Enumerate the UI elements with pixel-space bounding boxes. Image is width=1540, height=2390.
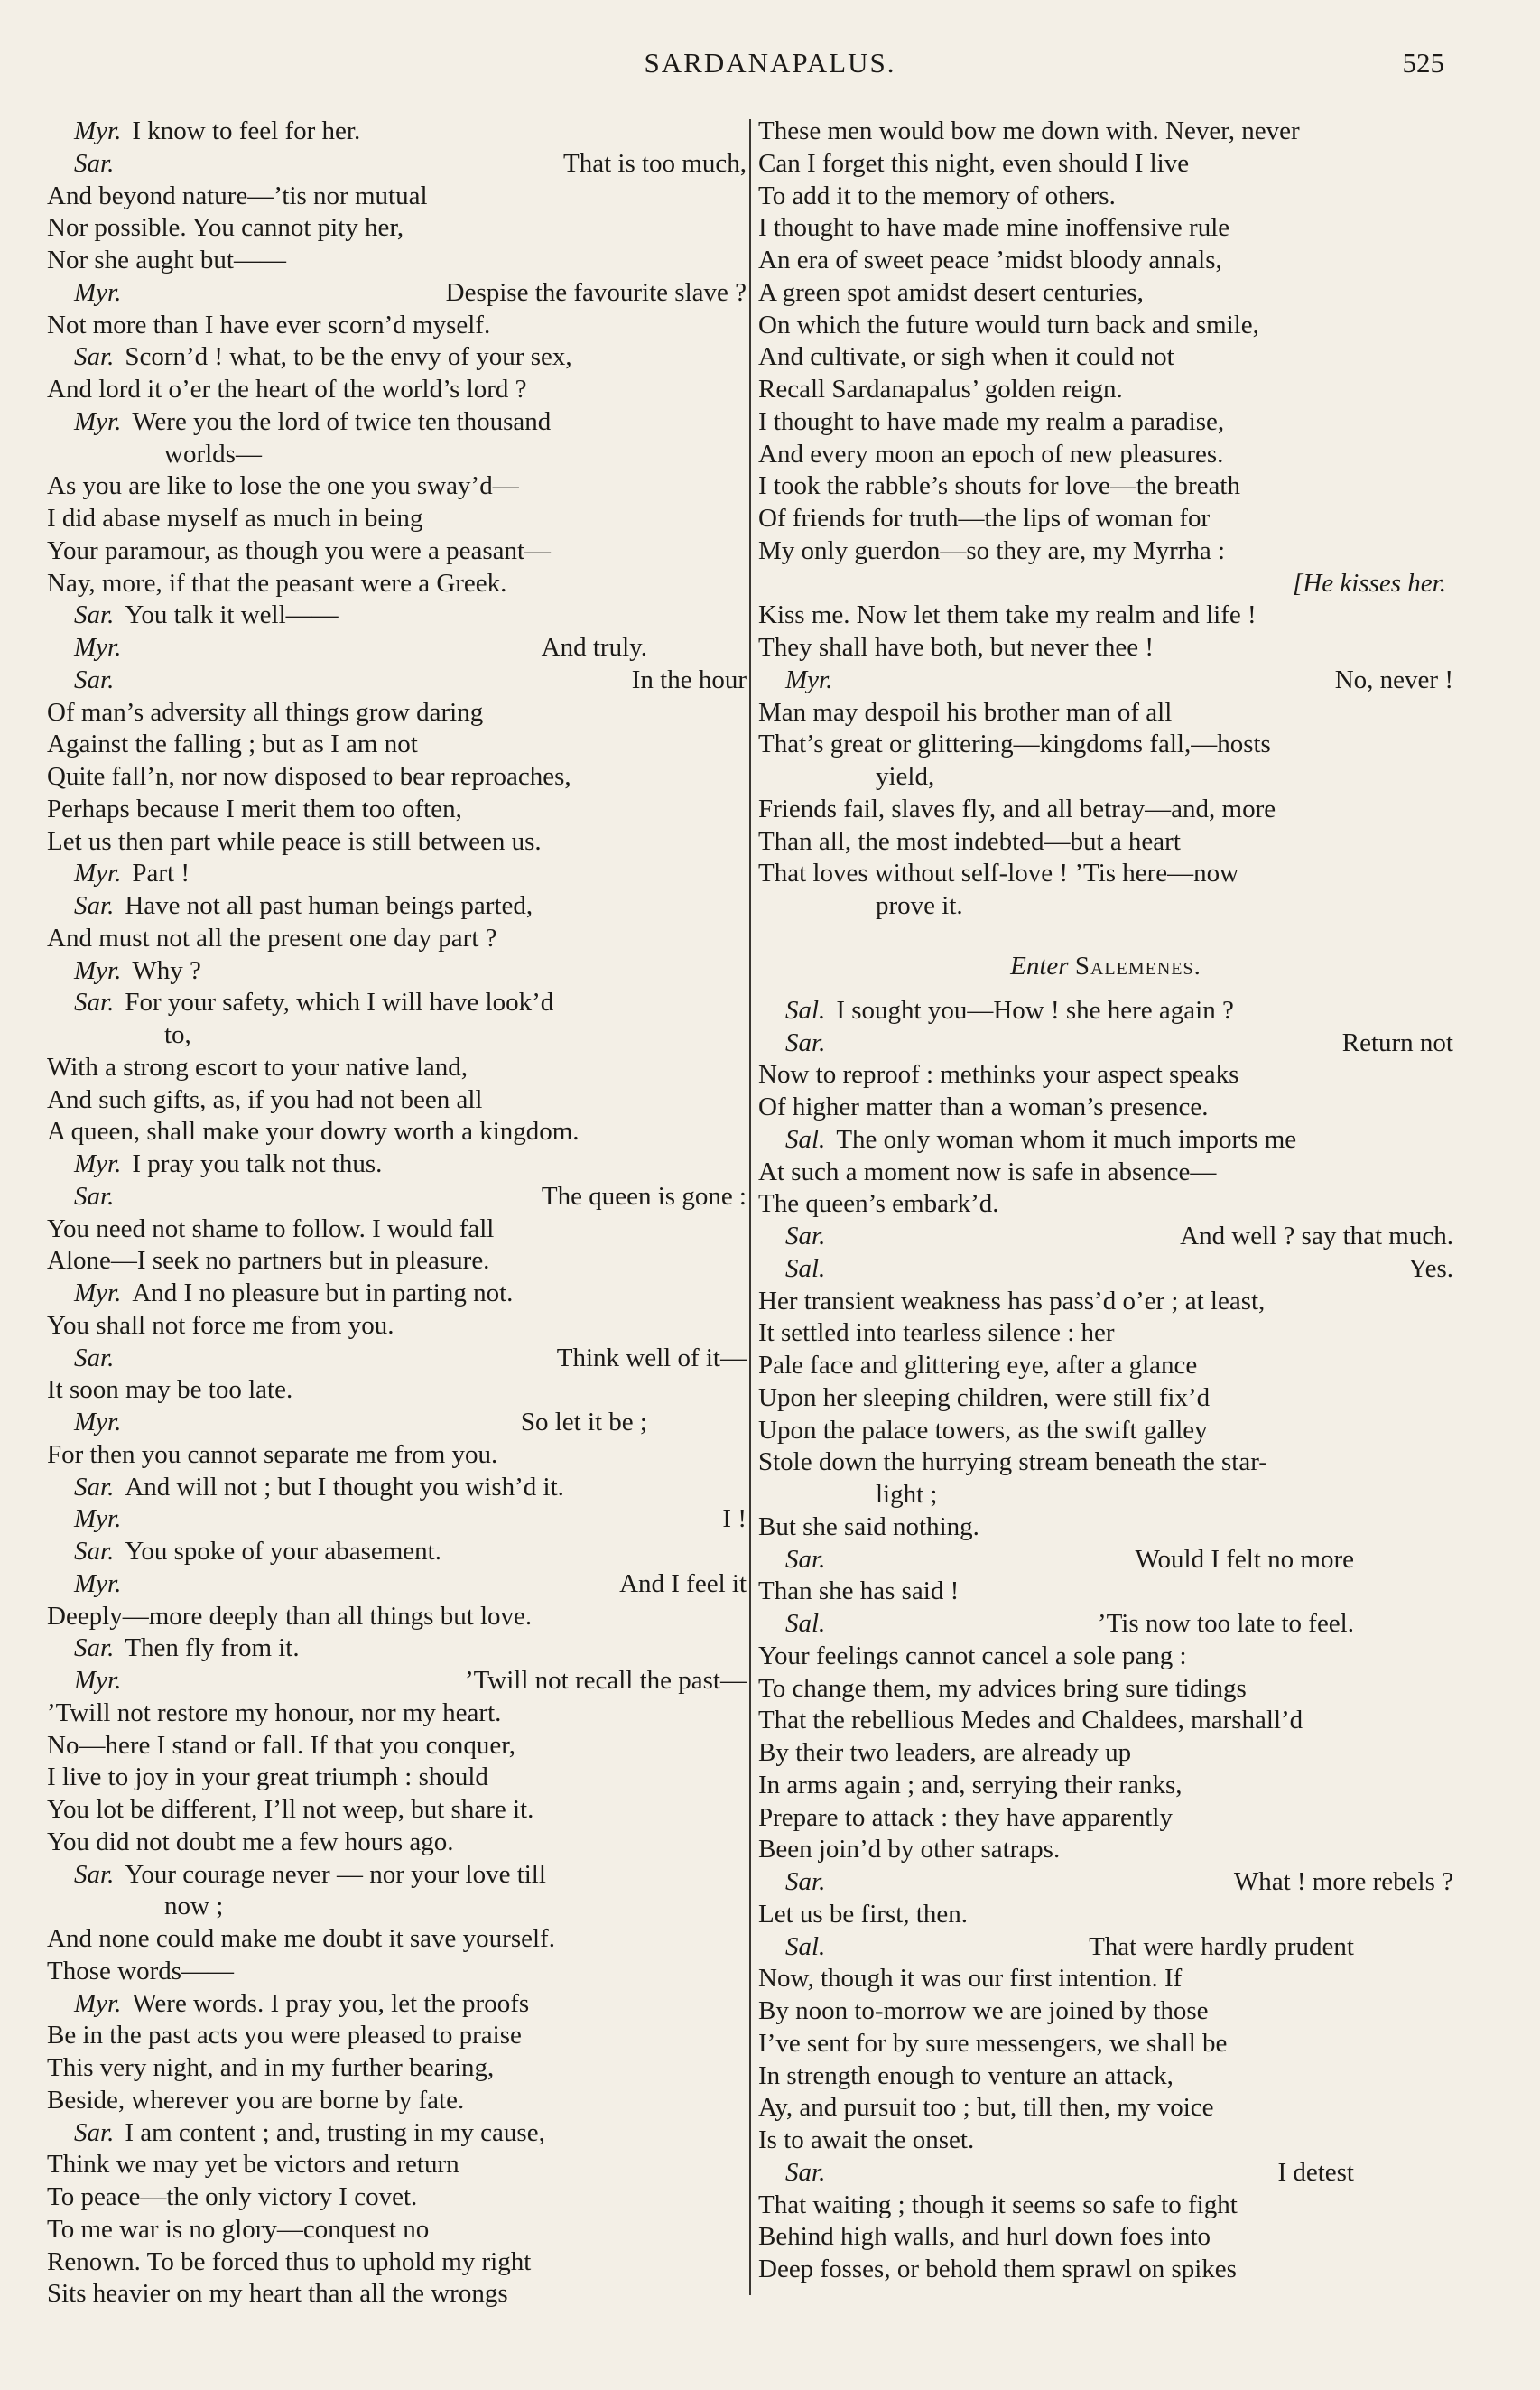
speaker-label: Myr.: [74, 1504, 122, 1534]
left-verse-line: [47, 277, 747, 310]
dialogue-text: And truly.: [541, 633, 647, 662]
right-verse-line: I thought to have made my realm a paradise,: [758, 406, 1225, 436]
right-verse-line: Than all, the most indebted—but a heart: [758, 826, 1181, 856]
left-verse-line: ’Twill not restore my honour, nor my heart.: [47, 1697, 502, 1727]
dialogue-text: So let it be ;: [520, 1408, 647, 1437]
left-verse-line: [47, 1278, 747, 1310]
left-verse-line: [47, 1181, 747, 1214]
right-verse-line: A green spot amidst desert centuries,: [758, 277, 1144, 307]
right-verse-line: [758, 1124, 1453, 1157]
left-verse-line: [47, 148, 747, 181]
right-verse-line: That loves without self-love ! ’Tis here—now: [758, 859, 1239, 888]
speaker-label: Myr.: [74, 1988, 122, 2018]
speaker-label: Myr.: [74, 955, 122, 985]
speaker-label: Sar.: [74, 1859, 115, 1889]
left-verse-line: [47, 1859, 747, 1892]
left-verse-line: You lot be different, I’ll not weep, but share it.: [47, 1795, 534, 1824]
speaker-label: Sar.: [74, 342, 115, 372]
right-verse-line: Is to await the onset.: [758, 2125, 975, 2154]
right-verse-line: [758, 1028, 1453, 1060]
left-verse-line: As you are like to lose the one you sway’d—: [47, 471, 519, 501]
stage-direction: [He kisses her.: [1293, 568, 1446, 598]
speaker-label: Sar.: [74, 1633, 115, 1663]
speaker-label: Sar.: [74, 600, 115, 630]
right-verse-line: The queen’s embark’d.: [758, 1189, 999, 1219]
left-verse-line: [47, 1149, 747, 1181]
column-divider-rule: [749, 119, 751, 2295]
right-verse-line: To change them, my advices bring sure tidings: [758, 1673, 1247, 1703]
left-verse-line: [47, 890, 747, 923]
speaker-label: Myr.: [74, 1666, 122, 1695]
left-verse-line: Nor she aught but——: [47, 246, 286, 274]
dialogue-text: The only woman whom it much imports me: [836, 1124, 1297, 1154]
left-verse-line: [47, 1632, 747, 1665]
dialogue-text: I !: [722, 1504, 747, 1534]
left-verse-line: Quite fall’n, nor now disposed to bear reproaches,: [47, 762, 571, 791]
right-verse-line: My only guerdon—so they are, my Myrrha :: [758, 535, 1226, 565]
right-verse-line: Prepare to attack : they have apparently: [758, 1802, 1173, 1832]
dialogue-text: Scorn’d ! what, to be the envy of your sex,: [125, 342, 572, 372]
right-verse-line: Your feelings cannot cancel a sole pang :: [758, 1641, 1187, 1670]
left-verse-line: [47, 1503, 747, 1536]
speaker-label: Sal.: [785, 995, 826, 1025]
left-verse-line: [47, 955, 747, 988]
right-verse-line: It settled into tearless silence : her: [758, 1318, 1115, 1348]
right-verse-line: By noon to-morrow we are joined by those: [758, 1996, 1209, 2025]
left-verse-line: With a strong escort to your native land,: [47, 1052, 468, 1082]
speaker-label: Sar.: [785, 1028, 826, 1057]
right-verse-line: These men would bow me down with. Never, never: [758, 116, 1300, 145]
right-verse-line: [758, 1221, 1453, 1253]
speaker-label: Sar.: [74, 1472, 115, 1502]
dialogue-text: Then fly from it.: [125, 1633, 300, 1663]
dialogue-text: Why ?: [132, 955, 201, 985]
left-verse-line: I live to joy in your great triumph : should: [47, 1762, 488, 1792]
right-text-column: [758, 116, 1453, 2286]
right-verse-line: [758, 1253, 1453, 1286]
dialogue-text: For your safety, which I will have look’d: [125, 988, 554, 1018]
speaker-label: Myr.: [74, 1408, 122, 1437]
left-verse-line: Perhaps because I merit them too often,: [47, 794, 462, 823]
dialogue-text: You talk it well——: [125, 600, 339, 630]
left-verse-line: Renown. To be forced thus to uphold my right: [47, 2246, 532, 2276]
left-verse-line: And such gifts, as, if you had not been all: [47, 1084, 483, 1114]
left-verse-line: And lord it o’er the heart of the world’s lord ?: [47, 375, 527, 404]
right-verse-line: But she said nothing.: [758, 1511, 979, 1541]
stage-entry-character: Salemenes.: [1074, 951, 1201, 981]
dialogue-text: Your courage never — nor your love till: [125, 1859, 546, 1889]
right-verse-line: Stole down the hurrying stream beneath the star-: [758, 1447, 1267, 1477]
left-verse-line: [47, 1343, 747, 1375]
dialogue-text: I am content ; and, trusting in my cause,: [125, 2117, 545, 2147]
right-verse-line: Man may despoil his brother man of all: [758, 697, 1173, 727]
right-verse-line: Ay, and pursuit too ; but, till then, my voice: [758, 2093, 1214, 2123]
left-verse-line: [47, 1472, 747, 1504]
left-verse-line: [47, 632, 747, 665]
left-verse-line: [47, 406, 747, 439]
speaker-label: Sar.: [74, 1537, 115, 1566]
left-verse-line: No—here I stand or fall. If that you conquer,: [47, 1730, 516, 1760]
right-verse-line: Than she has said !: [758, 1576, 960, 1606]
right-verse-line: I took the rabble’s shouts for love—the breath: [758, 471, 1240, 501]
right-verse-line: Deep fosses, or behold them sprawl on spikes: [758, 2255, 1237, 2283]
verse-continuation: yield,: [876, 762, 935, 791]
right-verse-line: Of higher matter than a woman’s presence.: [758, 1093, 1209, 1121]
dialogue-text: Were you the lord of twice ten thousand: [132, 406, 552, 436]
left-text-column: [47, 116, 747, 2311]
left-verse-line: Be in the past acts you were pleased to praise: [47, 2021, 522, 2051]
dialogue-text: In the hour: [631, 665, 747, 694]
dialogue-text: ’Tis now too late to feel.: [1097, 1609, 1354, 1638]
verse-continuation: to,: [164, 1020, 191, 1049]
left-verse-line: Let us then part while peace is still between us.: [47, 826, 542, 856]
stage-entry: [758, 923, 1453, 995]
dialogue-text: And I no pleasure but in parting not.: [132, 1279, 514, 1307]
speaker-label: Myr.: [74, 633, 122, 662]
right-verse-line: In arms again ; and, serrying their ranks,: [758, 1770, 1183, 1799]
left-verse-line: To peace—the only victory I covet.: [47, 2182, 418, 2211]
speaker-label: Sar.: [74, 665, 115, 694]
right-verse-line: That’s great or glittering—kingdoms fall,—hosts: [758, 730, 1271, 759]
right-verse-line: And every moon an epoch of new pleasures.: [758, 439, 1224, 469]
speaker-label: Sal.: [785, 1609, 826, 1638]
dialogue-text: I pray you talk not thus.: [132, 1149, 383, 1178]
left-verse-line: And none could make me doubt it save yourself.: [47, 1924, 555, 1953]
right-verse-line: [758, 995, 1453, 1028]
dialogue-text: That is too much,: [563, 148, 747, 178]
speaker-label: Sar.: [74, 1181, 115, 1211]
dialogue-text: I detest: [1277, 2157, 1354, 2187]
left-verse-line: To me war is no glory—conquest no: [47, 2214, 430, 2244]
dialogue-text: And I feel it: [619, 1568, 747, 1598]
left-verse-line: Alone—I seek no partners but in pleasure.: [47, 1246, 490, 1276]
speaker-label: Myr.: [74, 1149, 122, 1178]
dialogue-text: You spoke of your abasement.: [125, 1537, 441, 1566]
right-verse-line: [758, 1608, 1453, 1641]
speaker-label: Sar.: [785, 1222, 826, 1251]
right-verse-line: That the rebellious Medes and Chaldees, marshall’d: [758, 1706, 1303, 1735]
left-verse-line: [47, 2117, 747, 2150]
speaker-label: Sal.: [785, 1931, 826, 1961]
left-verse-line: [47, 1407, 747, 1439]
dialogue-text: No, never !: [1334, 665, 1453, 694]
left-verse-line: Beside, wherever you are borne by fate.: [47, 2085, 465, 2115]
right-verse-line: And cultivate, or sigh when it could not: [758, 342, 1174, 372]
dialogue-text: I sought you—How ! she here again ?: [836, 995, 1234, 1025]
right-verse-line: Behind high walls, and hurl down foes into: [758, 2222, 1211, 2252]
dialogue-text: Despise the favourite slave ?: [445, 277, 747, 307]
left-verse-line: Your paramour, as though you were a peasant—: [47, 535, 552, 565]
speaker-label: Myr.: [74, 406, 122, 436]
left-verse-line: Nay, more, if that the peasant were a Greek.: [47, 568, 507, 598]
left-verse-line: And beyond nature—’tis nor mutual: [47, 181, 428, 210]
dialogue-text: Yes.: [1408, 1253, 1453, 1283]
left-verse-line: Not more than I have ever scorn’d myself.: [47, 310, 491, 339]
speaker-label: Myr.: [785, 665, 833, 694]
right-verse-line: [758, 1931, 1453, 1964]
right-verse-line: [758, 665, 1453, 697]
right-verse-line: In strength enough to venture an attack,: [758, 2060, 1174, 2090]
right-verse-line: Her transient weakness has pass’d o’er ; at least,: [758, 1286, 1266, 1316]
right-verse-line: [758, 2157, 1453, 2190]
right-verse-line: I’ve sent for by sure messengers, we shall be: [758, 2028, 1228, 2058]
dialogue-text: Part !: [132, 859, 190, 888]
speaker-label: Myr.: [74, 1279, 122, 1307]
right-verse-line: Upon the palace towers, as the swift galley: [758, 1415, 1208, 1445]
speaker-label: Sal.: [785, 1124, 826, 1154]
left-verse-line: This very night, and in my further bearing,: [47, 2053, 495, 2082]
dialogue-text: And well ? say that much.: [1180, 1222, 1453, 1251]
dialogue-text: Would I felt no more: [1135, 1544, 1354, 1574]
right-verse-line: Friends fail, slaves fly, and all betray—and, more: [758, 794, 1276, 823]
verse-continuation: worlds—: [164, 439, 262, 469]
dialogue-text: The queen is gone :: [541, 1181, 747, 1211]
speaker-label: Sar.: [785, 1544, 826, 1574]
right-verse-line: I thought to have made mine inoffensive rule: [758, 213, 1230, 243]
left-verse-line: You did not doubt me a few hours ago.: [47, 1827, 454, 1856]
page-number: 525: [1402, 47, 1444, 79]
right-verse-line: On which the future would turn back and smile,: [758, 310, 1259, 339]
left-verse-line: It soon may be too late.: [47, 1375, 293, 1405]
left-verse-line: And must not all the present one day part ?: [47, 923, 497, 953]
left-verse-line: A queen, shall make your dowry worth a kingdom.: [47, 1117, 580, 1147]
running-head-title: SARDANAPALUS.: [644, 47, 896, 79]
right-verse-line: Can I forget this night, even should I live: [758, 148, 1190, 178]
right-verse-line: By their two leaders, are already up: [758, 1738, 1132, 1767]
right-verse-line: Been join’d by other satraps.: [758, 1835, 1061, 1865]
right-verse-line: [758, 1544, 1453, 1576]
right-verse-line: Now to reproof : methinks your aspect speaks: [758, 1060, 1239, 1090]
left-verse-line: Deeply—more deeply than all things but love.: [47, 1601, 533, 1631]
speaker-label: Sar.: [74, 988, 115, 1018]
speaker-label: Myr.: [74, 277, 122, 307]
right-verse-line: They shall have both, but never thee !: [758, 633, 1155, 662]
left-verse-line: [47, 1988, 747, 2021]
left-verse-line: [47, 1568, 747, 1601]
right-verse-line: Pale face and glittering eye, after a glance: [758, 1351, 1198, 1380]
left-verse-line: [47, 341, 747, 374]
right-verse-line: That waiting ; though it seems so safe to fight: [758, 2190, 1238, 2219]
right-verse-line: [758, 1866, 1453, 1899]
left-verse-line: Of man’s adversity all things grow daring: [47, 697, 484, 727]
left-verse-line: [47, 665, 747, 697]
speaker-label: Sar.: [74, 148, 115, 178]
right-verse-line: Let us be first, then.: [758, 1899, 968, 1929]
left-verse-line: For then you cannot separate me from you.: [47, 1439, 498, 1469]
stage-entry-word: Enter: [1010, 951, 1069, 981]
dialogue-text: Return not: [1341, 1028, 1453, 1057]
left-verse-line: You need not shame to follow. I would fall: [47, 1214, 495, 1243]
speaker-label: Sar.: [74, 2117, 115, 2147]
left-verse-line: [47, 600, 747, 632]
dialogue-text: ’Twill not recall the past—: [464, 1666, 747, 1695]
right-verse-line: Kiss me. Now let them take my realm and life !: [758, 600, 1257, 630]
right-verse-line: Now, though it was our first intention. If: [758, 1964, 1183, 1994]
dialogue-text: Think well of it—: [556, 1343, 747, 1372]
left-verse-line: [47, 858, 747, 890]
left-verse-line: I did abase myself as much in being: [47, 504, 423, 533]
right-verse-line: Upon her sleeping children, were still fix’d: [758, 1382, 1211, 1412]
speaker-label: Myr.: [74, 116, 122, 145]
left-verse-line: Those words——: [47, 1956, 235, 1985]
speaker-label: Myr.: [74, 859, 122, 888]
dialogue-text: Have not all past human beings parted,: [125, 891, 533, 920]
speaker-label: Sal.: [785, 1253, 826, 1283]
dialogue-text: I know to feel for her.: [132, 116, 361, 145]
speaker-label: Myr.: [74, 1568, 122, 1598]
speaker-label: Sar.: [74, 891, 115, 920]
verse-continuation: prove it.: [876, 891, 963, 920]
left-verse-line: [47, 1536, 747, 1568]
left-verse-line: Nor possible. You cannot pity her,: [47, 213, 404, 243]
right-verse-line: Recall Sardanapalus’ golden reign.: [758, 375, 1123, 404]
verse-continuation: light ;: [876, 1480, 938, 1509]
left-verse-line: [47, 116, 747, 148]
right-verse-line: To add it to the memory of others.: [758, 181, 1116, 210]
verse-continuation: now ;: [164, 1892, 224, 1921]
left-verse-line: Sits heavier on my heart than all the wrongs: [47, 2279, 508, 2309]
left-verse-line: You shall not force me from you.: [47, 1310, 394, 1340]
speaker-label: Sar.: [74, 1343, 115, 1372]
speaker-label: Sar.: [785, 1867, 826, 1896]
speaker-label: Sar.: [785, 2157, 826, 2187]
left-verse-line: Think we may yet be victors and return: [47, 2150, 459, 2180]
dialogue-text: And will not ; but I thought you wish’d it.: [125, 1472, 564, 1502]
dialogue-text: Were words. I pray you, let the proofs: [132, 1988, 530, 2018]
dialogue-text: What ! more rebels ?: [1233, 1867, 1453, 1896]
right-verse-line: An era of sweet peace ’midst bloody annals,: [758, 246, 1222, 274]
dialogue-text: That were hardly prudent: [1089, 1931, 1354, 1961]
left-verse-line: Against the falling ; but as I am not: [47, 730, 418, 759]
right-verse-line: At such a moment now is safe in absence—: [758, 1157, 1217, 1186]
left-verse-line: [47, 987, 747, 1019]
right-verse-line: Of friends for truth—the lips of woman for: [758, 504, 1211, 533]
left-verse-line: [47, 1665, 747, 1697]
